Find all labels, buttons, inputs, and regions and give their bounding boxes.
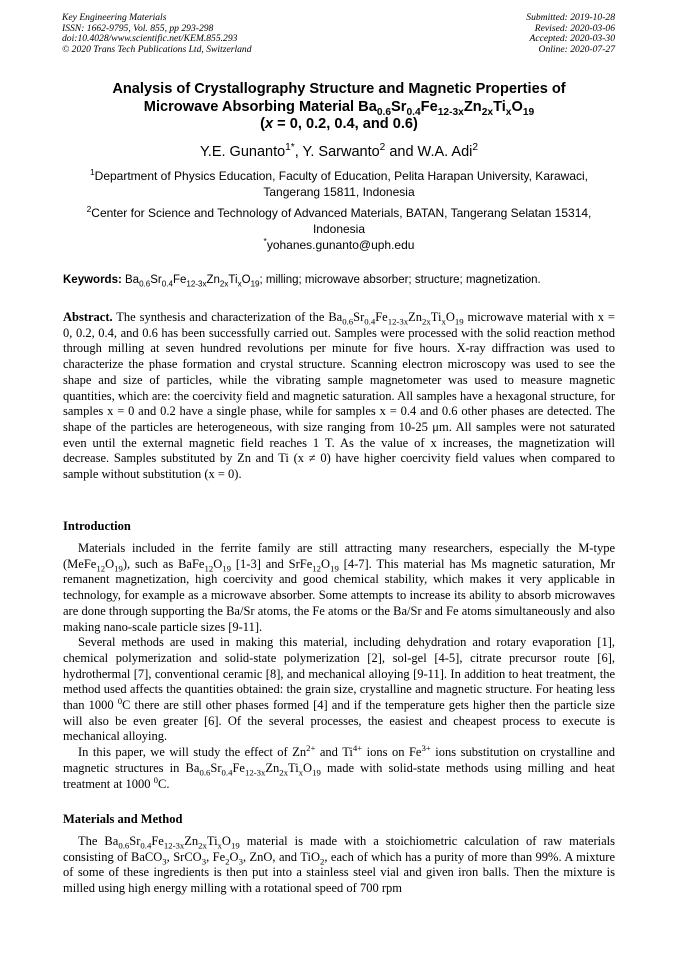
intro-paragraph-1: Materials included in the ferrite family are still attracting many researchers, especially the M-type $(MeFe_{12}O_{19})$, such as $BaFe_{12}O_{19}$ [1-3] and $SrFe_{12}O_{19}$ [4-7]. This material has Ms magnetic saturation, Mr remanent magnetization, high coercivity and good chemical stability, which makes it very applicable in technology, for example as a microwave absorber. Some attempts to increase its ability to absorb microwaves are done through supporting the Ba/Sr atoms, the Fe atoms or the Ba/Sr and Fe atoms simultaneously and also making nano-scale particle sizes [9-11]. xyxy=(63,541,615,634)
abstract-label: Abstract. xyxy=(63,310,113,324)
materials-paragraph-1: The $Ba_{0.6}Sr_{0.4}Fe_{12-3x}Zn_{2x}Ti_xO_{19}$ material is made with a stoichiometric calculation of raw materials consisting of BaCO$_3$, SrCO$_3$, $Fe_2O_3$, ZnO, and TiO$_2$, each of which has a purity of more than 99%. A mixture of some of these ingredients is then put into a stainless steel vial and given iron balls. Then the mixture is milled using high energy milling with a rotational speed of 700 rpm xyxy=(63,834,616,896)
author-2: , Y. Sarwanto xyxy=(294,144,380,160)
abstract: Abstract. The synthesis and characterization of the $Ba_{0.6}Sr_{0.4}Fe_{12-3x}Zn_{2x}Ti_xO_{19}$ microwave material with x = 0, 0.2, 0.4, and 0.6 has been successfully carried out. Samples were processed with the solid reaction method through milling at seven hundred revolutions per minute for five hours. X-ray diffraction was used to characterize the phase formation and crystal structure. Scanning electron microscopy was used to see the shape and size of particles, while the vibrating sample magnetometer was used to measure magnetic quantities, which are: the coercivity field and magnetic saturation. All samples have a hexagonal structure, for samples x = 0 and 0.2 have a single phase, while for samples x = 0.4 and 0.6 other phases are detected. The shape of the particles are heterogeneous, with size ranging from 10-25 μm. All samples were not saturated even until the external magnetic field reaches 1 T. As the value of x increases, the magnetization will decrease. Samples substituted by Zn and Ti (x ≠ 0) have higher coercivity field values when compared to sample without substitution (x = 0). xyxy=(63,310,615,482)
journal-doi: doi:10.4028/www.scientific.net/KEM.855.293 xyxy=(62,33,238,45)
author-list: Y.E. Gunanto$^{1*}$, Y. Sarwanto$^2$ and W.A. Adi$^2$ xyxy=(199,142,479,160)
journal-issn: ISSN: 1662-9795, Vol. 855, pp 293-298 xyxy=(62,22,214,34)
journal-copyright: © 2020 Trans Tech Publications Ltd, Switzerland xyxy=(62,43,252,55)
keywords-label: Keywords: xyxy=(63,274,122,286)
journal-name: Key Engineering Materials xyxy=(62,12,167,23)
date-revised: Revised: 2020-03-06 xyxy=(534,22,615,34)
author-1: Y.E. Gunanto xyxy=(199,144,286,160)
materials-body xyxy=(63,834,615,897)
journal-info xyxy=(62,13,252,55)
dates-info xyxy=(526,13,615,55)
affiliation-1: $^1$Department of Physics Education, Faculty of Education, Pelita Harapan University, Karawaci, Tangerang 15811, Indonesia xyxy=(89,167,588,199)
date-accepted: Accepted: 2020-03-30 xyxy=(529,33,615,45)
introduction-heading: Introduction xyxy=(63,519,131,533)
date-online: Online: 2020-07-27 xyxy=(538,43,615,55)
corresponding-email: *yohanes.gunanto@uph.edu xyxy=(263,236,415,252)
intro-paragraph-2: Several methods are used in making this material, including dehydration and rotary evaporation [1], chemical polymerization and solid-state polymerization [2], sol-gel [4-5], citrate precursor route [6], hydrothermal [7], conventional ceramic [8], and mechanical alloying [9-11]. In addition to heat treatment, the method used affects the quantities obtained: the grain size, crystalline and magnetic structure. For heating less than 1000 $^0$C there are still other phases formed [4] and if the temperature gets higher then the particle size will also be even greater [6]. Of the several processes, the easiest and cheapest process to execute is mechanical alloying. xyxy=(63,635,615,744)
title-line-2: Microwave Absorbing Material $Ba_{0.6}Sr_{0.4}Fe_{12-3x}Zn_{2x}Ti_xO_{19}$ xyxy=(143,98,535,118)
title-line-3: (x = 0, 0.2, 0.4, and 0.6) xyxy=(260,116,418,133)
date-submitted: Submitted: 2019-10-28 xyxy=(526,12,615,23)
affiliation-2: $^2$Center for Science and Technology of Advanced Materials, BATAN, Tangerang Selatan 15314, Indonesia xyxy=(86,204,592,236)
materials-heading: Materials and Method xyxy=(63,812,183,826)
intro-paragraph-3: In this paper, we will study the effect of $Zn^{2+}$ and $Ti^{4+}$ ions on $Fe^{3+}$ ions substitution on crystalline and magnetic structures in $Ba_{0.6}Sr_{0.4}Fe_{12-3x}Zn_{2x}Ti_xO_{19}$ made with solid-state methods using milling and heat treatment at 1000 $^0$C. xyxy=(63,742,615,791)
keywords: Keywords: $Ba_{0.6}Sr_{0.4}Fe_{12-3x}Zn_{2x}Ti_xO_{19}$; milling; microwave absorber; structure; magnetization. xyxy=(63,274,541,289)
paper-title xyxy=(30,81,648,134)
author-3: and W.A. Adi xyxy=(385,144,473,160)
title-line-1: Analysis of Crystallography Structure and Magnetic Properties of xyxy=(112,81,566,97)
introduction-body xyxy=(63,541,615,792)
